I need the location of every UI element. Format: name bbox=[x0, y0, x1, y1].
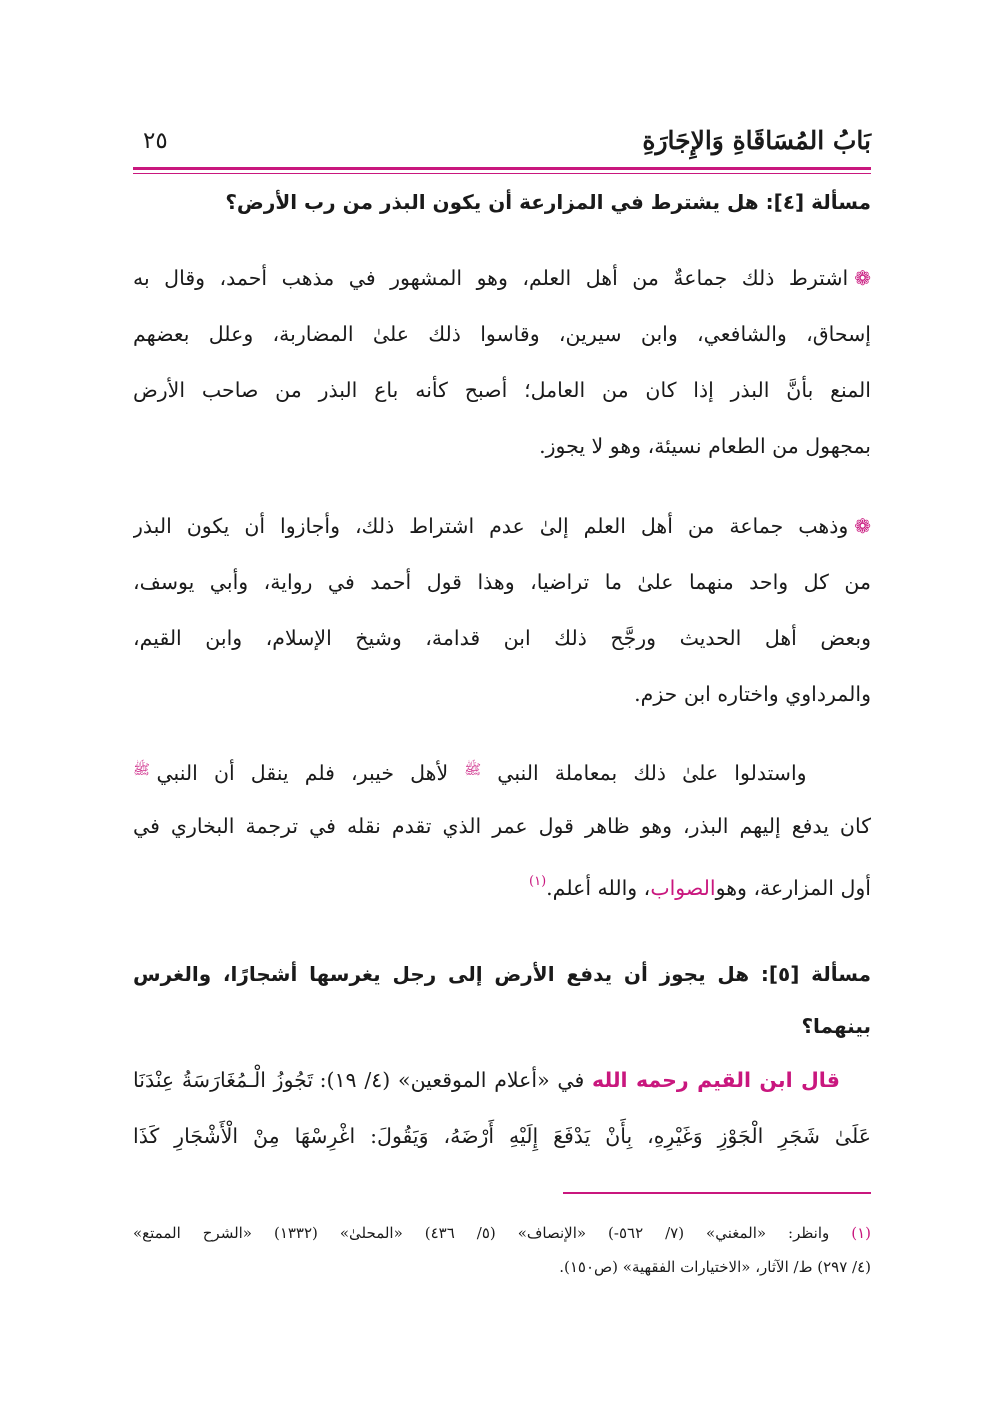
footnotes bbox=[133, 1216, 871, 1284]
question-heading-4 bbox=[133, 190, 871, 214]
paragraph-line: المنع بأنَّ البذر إذا كان من العامل؛ أصبح كأنه باع البذر من صاحب الأرض bbox=[133, 378, 871, 402]
flower-ornament-icon: ❁ bbox=[854, 514, 871, 538]
flower-ornament-icon: ❁ bbox=[854, 266, 871, 290]
footnote-reference[interactable]: (١) bbox=[529, 874, 547, 889]
paragraph-line: واستدلوا علىٰ ذلك بمعاملة النبي $^ﷺ$ لأهل خيبر، فلم ينقل أن النبي $^ﷺ$ bbox=[133, 761, 807, 785]
book-page bbox=[133, 0, 871, 1418]
question-text: هل يشترط في المزارعة أن يكون البذر من رب الأرض؟ bbox=[225, 190, 759, 214]
paragraph-evidence bbox=[133, 742, 871, 910]
paragraph-line: بمجهول من الطعام نسيئة، وهو لا يجوز. bbox=[539, 434, 871, 458]
paragraph-line: كان يدفع إليهم البذر، وهو ظاهر قول عمر الذي تقدم نقله في ترجمة البخاري في bbox=[133, 814, 871, 838]
footnote-line: (٤/ ٢٩٧) ط/ الآثار، «الاختيارات الفقهية» (ص١٥٠). bbox=[559, 1258, 871, 1276]
running-header bbox=[133, 120, 871, 160]
question-heading-5 bbox=[133, 948, 871, 1052]
footnote-line: (١) وانظر: «المغني» (٧/ ٥٦٢-) «الإنصاف» (٥/ ٤٣٦) «المحلیٰ» (١٣٣٢) «الشرح الممتع» bbox=[133, 1224, 872, 1242]
question-label: مسألة [٥]: bbox=[760, 962, 871, 986]
paragraph-line: ❁وذهب جماعة من أهل العلم إلىٰ عدم اشتراط ذلك، وأجازوا أن يكون البذر bbox=[133, 514, 871, 538]
paragraph-line: قال ابن القيم رحمه الله في «أعلام الموقعين» (٤/ ١٩): تَجُوزُ الْـمُغَارَسَةُ عِنْدَنَا bbox=[133, 1068, 840, 1092]
chapter-title: بَابُ المُسَاقَاةِ وَالإِجَارَةِ bbox=[642, 126, 871, 155]
paragraph-line: ❁اشترط ذلك جماعةٌ من أهل العلم، وهو المشهور في مذهب أحمد، وقال به bbox=[133, 266, 871, 290]
question-line: بينهما؟ bbox=[801, 1014, 871, 1038]
salutation-glyph: ﷺ bbox=[133, 762, 150, 778]
paragraph-line: من كل واحد منهما علىٰ ما تراضيا، وهذا قول أحمد في رواية، وأبي يوسف، bbox=[133, 570, 871, 594]
footnote-separator bbox=[563, 1192, 871, 1194]
header-rule-thick bbox=[133, 167, 871, 170]
question-line: مسألة [٥]: هل يجوز أن يدفع الأرض إلى رجل يغرسها أشجارًا، والغرس bbox=[133, 962, 871, 986]
salutation-glyph: ﷺ bbox=[464, 762, 482, 778]
paragraph-line: عَلَىٰ شَجَرِ الْجَوْزِ وَغَيْرِهِ، بِأَنْ يَدْفَعَ إِلَيْهِ أَرْضَهُ، وَيَقُولَ: اغْرِسْهَا مِنْ الْأَشْجَارِ كَذَا bbox=[133, 1124, 871, 1148]
highlighted-word: الصواب bbox=[650, 876, 716, 900]
paragraph-first-opinion bbox=[133, 250, 871, 474]
question-label: مسألة [٤]: bbox=[765, 190, 871, 214]
paragraph-line: إسحاق، والشافعي، وابن سيرين، وقاسوا ذلك علىٰ المضاربة، وعلل بعضهم bbox=[133, 322, 871, 346]
header-rule-thin bbox=[133, 173, 871, 174]
page-number: ٢٥ bbox=[143, 128, 168, 154]
paragraph-line: وبعض أهل الحديث ورجَّح ذلك ابن قدامة، وشيخ الإسلام، وابن القيم، bbox=[133, 626, 871, 650]
paragraph-ibn-qayyim-quote bbox=[133, 1052, 871, 1164]
paragraph-second-opinion bbox=[133, 498, 871, 722]
footnote-number: (١) bbox=[851, 1224, 872, 1242]
paragraph-line: والمرداوي واختاره ابن حزم. bbox=[634, 682, 871, 706]
quoted-scholar: قال ابن القيم رحمه الله bbox=[592, 1068, 840, 1092]
paragraph-line: أول المزارعة، وهوالصواب، والله أعلم.$^{(١)}$ bbox=[529, 874, 871, 900]
